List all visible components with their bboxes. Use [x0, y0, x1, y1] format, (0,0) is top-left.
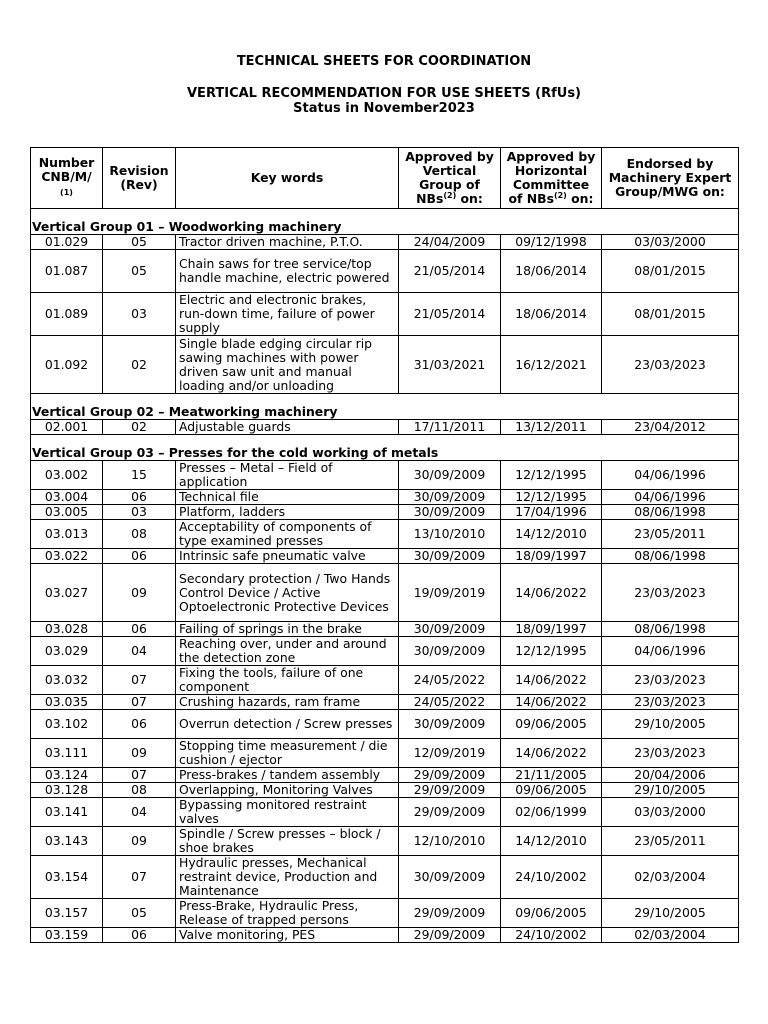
cell-vertical-date: 29/09/2009 — [399, 798, 501, 827]
cell-keywords: Hydraulic presses, Mechanical restraint device, Production and Maintenance — [176, 856, 399, 899]
cell-endorsed-date: 08/06/1998 — [602, 505, 739, 520]
cell-endorsed-date: 23/05/2011 — [602, 520, 739, 549]
table-row — [31, 899, 739, 928]
cell-revision: 07 — [103, 856, 176, 899]
cell-endorsed-date: 03/03/2000 — [602, 798, 739, 827]
cell-endorsed-date: 08/06/1998 — [602, 549, 739, 564]
cell-vertical-date: 30/09/2009 — [399, 710, 501, 739]
cell-keywords: Stopping time measurement / die cushion / ejector — [176, 739, 399, 768]
cell-keywords: Adjustable guards — [176, 420, 399, 435]
cell-keywords: Fixing the tools, failure of one component — [176, 666, 399, 695]
cell-vertical-date: 24/04/2009 — [399, 235, 501, 250]
cell-number: 03.143 — [31, 827, 103, 856]
cell-vertical-date: 29/09/2009 — [399, 768, 501, 783]
cell-keywords: Spindle / Screw presses – block / shoe brakes — [176, 827, 399, 856]
cell-endorsed-date: 04/06/1996 — [602, 637, 739, 666]
cell-number: 03.032 — [31, 666, 103, 695]
document-subtitle: VERTICAL RECOMMENDATION FOR USE SHEETS (RfUs) — [187, 86, 581, 101]
group-spacer — [31, 209, 739, 220]
cell-keywords: Electric and electronic brakes, run-down time, failure of power supply — [176, 293, 399, 336]
cell-revision: 06 — [103, 549, 176, 564]
group-title: Vertical Group 02 – Meatworking machinery — [31, 404, 739, 420]
cell-endorsed-date: 02/03/2004 — [602, 928, 739, 943]
table-row — [31, 928, 739, 943]
cell-vertical-date: 30/09/2009 — [399, 549, 501, 564]
cell-vertical-date: 24/05/2022 — [399, 666, 501, 695]
cell-vertical-date: 21/05/2014 — [399, 250, 501, 293]
cell-horizontal-date: 09/06/2005 — [501, 899, 602, 928]
cell-endorsed-date: 04/06/1996 — [602, 490, 739, 505]
cell-horizontal-date: 18/06/2014 — [501, 250, 602, 293]
cell-revision: 06 — [103, 928, 176, 943]
table-row — [31, 461, 739, 490]
cell-horizontal-date: 17/04/1996 — [501, 505, 602, 520]
cell-horizontal-date: 14/06/2022 — [501, 695, 602, 710]
cell-vertical-date: 29/09/2009 — [399, 928, 501, 943]
cell-number: 03.002 — [31, 461, 103, 490]
document-title: TECHNICAL SHEETS FOR COORDINATION — [236, 54, 532, 69]
cell-vertical-date: 12/09/2019 — [399, 739, 501, 768]
cell-number: 03.157 — [31, 899, 103, 928]
table-row — [31, 739, 739, 768]
cell-keywords: Secondary protection / Two Hands Control Device / Active Optoelectronic Protective Devices — [176, 564, 399, 622]
table-row — [31, 235, 739, 250]
cell-vertical-date: 21/05/2014 — [399, 293, 501, 336]
rfu-table — [30, 147, 739, 943]
cell-number: 03.159 — [31, 928, 103, 943]
cell-keywords: Technical file — [176, 490, 399, 505]
cell-number: 01.092 — [31, 336, 103, 394]
cell-vertical-date: 12/10/2010 — [399, 827, 501, 856]
cell-number: 03.111 — [31, 739, 103, 768]
cell-horizontal-date: 14/06/2022 — [501, 564, 602, 622]
cell-number: 03.005 — [31, 505, 103, 520]
cell-keywords: Tractor driven machine, P.T.O. — [176, 235, 399, 250]
cell-keywords: Press-brakes / tandem assembly — [176, 768, 399, 783]
group-title: Vertical Group 03 – Presses for the cold working of metals — [31, 445, 739, 461]
cell-vertical-date: 31/03/2021 — [399, 336, 501, 394]
cell-revision: 08 — [103, 783, 176, 798]
cell-keywords: Failing of springs in the brake — [176, 622, 399, 637]
cell-keywords: Presses – Metal – Field of application — [176, 461, 399, 490]
cell-horizontal-date: 02/06/1999 — [501, 798, 602, 827]
group-title: Vertical Group 01 – Woodworking machinery — [31, 219, 739, 235]
table-row — [31, 336, 739, 394]
cell-number: 03.102 — [31, 710, 103, 739]
table-row — [31, 564, 739, 622]
cell-vertical-date: 17/11/2011 — [399, 420, 501, 435]
header-endorsed: Endorsed by Machinery Expert Group/MWG on: — [602, 148, 739, 209]
cell-keywords: Intrinsic safe pneumatic valve — [176, 549, 399, 564]
table-row — [31, 549, 739, 564]
cell-endorsed-date: 02/03/2004 — [602, 856, 739, 899]
cell-endorsed-date: 23/03/2023 — [602, 666, 739, 695]
cell-number: 03.013 — [31, 520, 103, 549]
cell-endorsed-date: 23/03/2023 — [602, 564, 739, 622]
cell-number: 01.089 — [31, 293, 103, 336]
cell-number: 01.087 — [31, 250, 103, 293]
cell-number: 02.001 — [31, 420, 103, 435]
cell-keywords: Single blade edging circular rip sawing machines with power driven saw unit and manual loading and/or unloading — [176, 336, 399, 394]
cell-revision: 08 — [103, 520, 176, 549]
table-row — [31, 710, 739, 739]
cell-revision: 09 — [103, 564, 176, 622]
cell-horizontal-date: 09/06/2005 — [501, 783, 602, 798]
cell-vertical-date: 30/09/2009 — [399, 505, 501, 520]
cell-number: 01.029 — [31, 235, 103, 250]
header-row — [31, 148, 739, 209]
table-row — [31, 250, 739, 293]
cell-vertical-date: 30/09/2009 — [399, 856, 501, 899]
table-row — [31, 827, 739, 856]
cell-horizontal-date: 14/12/2010 — [501, 827, 602, 856]
cell-horizontal-date: 24/10/2002 — [501, 856, 602, 899]
cell-horizontal-date: 18/09/1997 — [501, 549, 602, 564]
cell-keywords: Chain saws for tree service/top handle machine, electric powered — [176, 250, 399, 293]
cell-number: 03.029 — [31, 637, 103, 666]
cell-revision: 05 — [103, 235, 176, 250]
cell-horizontal-date: 21/11/2005 — [501, 768, 602, 783]
cell-keywords: Reaching over, under and around the detection zone — [176, 637, 399, 666]
cell-keywords: Acceptability of components of type examined presses — [176, 520, 399, 549]
cell-number: 03.035 — [31, 695, 103, 710]
group-header-row — [31, 445, 739, 461]
cell-vertical-date: 30/09/2009 — [399, 490, 501, 505]
table-row — [31, 768, 739, 783]
cell-number: 03.004 — [31, 490, 103, 505]
cell-vertical-date: 19/09/2019 — [399, 564, 501, 622]
table-row — [31, 666, 739, 695]
header-number: Number CNB/M/ (1) — [31, 148, 103, 209]
cell-revision: 03 — [103, 505, 176, 520]
table-row — [31, 420, 739, 435]
cell-revision: 06 — [103, 710, 176, 739]
cell-vertical-date: 29/09/2009 — [399, 899, 501, 928]
status-line: Status in November2023 — [293, 101, 475, 116]
table-row — [31, 783, 739, 798]
header-horizontal-approval: Approved by Horizontal Committee of NBs$^{(2)}$ on: — [501, 148, 602, 209]
cell-number: 03.128 — [31, 783, 103, 798]
cell-horizontal-date: 12/12/1995 — [501, 490, 602, 505]
cell-revision: 02 — [103, 420, 176, 435]
cell-horizontal-date: 14/12/2010 — [501, 520, 602, 549]
table-row — [31, 622, 739, 637]
group-header-row — [31, 404, 739, 420]
cell-revision: 15 — [103, 461, 176, 490]
cell-number: 03.154 — [31, 856, 103, 899]
cell-endorsed-date: 29/10/2005 — [602, 710, 739, 739]
cell-horizontal-date: 16/12/2021 — [501, 336, 602, 394]
cell-horizontal-date: 09/12/1998 — [501, 235, 602, 250]
cell-horizontal-date: 12/12/1995 — [501, 461, 602, 490]
cell-revision: 02 — [103, 336, 176, 394]
cell-horizontal-date: 13/12/2011 — [501, 420, 602, 435]
cell-number: 03.124 — [31, 768, 103, 783]
cell-number: 03.027 — [31, 564, 103, 622]
cell-horizontal-date: 18/09/1997 — [501, 622, 602, 637]
cell-vertical-date: 13/10/2010 — [399, 520, 501, 549]
cell-keywords: Overlapping, Monitoring Valves — [176, 783, 399, 798]
cell-vertical-date: 30/09/2009 — [399, 637, 501, 666]
cell-revision: 05 — [103, 250, 176, 293]
cell-revision: 09 — [103, 827, 176, 856]
cell-keywords: Bypassing monitored restraint valves — [176, 798, 399, 827]
cell-endorsed-date: 08/01/2015 — [602, 293, 739, 336]
cell-endorsed-date: 08/01/2015 — [602, 250, 739, 293]
table-row — [31, 490, 739, 505]
cell-revision: 06 — [103, 490, 176, 505]
table-row — [31, 637, 739, 666]
cell-endorsed-date: 23/05/2011 — [602, 827, 739, 856]
cell-vertical-date: 29/09/2009 — [399, 783, 501, 798]
cell-horizontal-date: 24/10/2002 — [501, 928, 602, 943]
cell-revision: 04 — [103, 637, 176, 666]
cell-revision: 03 — [103, 293, 176, 336]
table-row — [31, 505, 739, 520]
cell-keywords: Valve monitoring, PES — [176, 928, 399, 943]
cell-number: 03.022 — [31, 549, 103, 564]
table-row — [31, 520, 739, 549]
cell-horizontal-date: 18/06/2014 — [501, 293, 602, 336]
cell-keywords: Overrun detection / Screw presses — [176, 710, 399, 739]
cell-endorsed-date: 04/06/1996 — [602, 461, 739, 490]
cell-endorsed-date: 23/03/2023 — [602, 695, 739, 710]
header-keywords: Key words — [176, 148, 399, 209]
cell-keywords: Press-Brake, Hydraulic Press, Release of trapped persons — [176, 899, 399, 928]
cell-revision: 07 — [103, 666, 176, 695]
cell-vertical-date: 30/09/2009 — [399, 461, 501, 490]
cell-revision: 09 — [103, 739, 176, 768]
cell-horizontal-date: 14/06/2022 — [501, 666, 602, 695]
group-spacer — [31, 435, 739, 446]
table-row — [31, 856, 739, 899]
cell-endorsed-date: 08/06/1998 — [602, 622, 739, 637]
cell-revision: 06 — [103, 622, 176, 637]
cell-vertical-date: 24/05/2022 — [399, 695, 501, 710]
group-spacer — [31, 394, 739, 405]
cell-horizontal-date: 14/06/2022 — [501, 739, 602, 768]
cell-endorsed-date: 03/03/2000 — [602, 235, 739, 250]
table-row — [31, 695, 739, 710]
cell-horizontal-date: 12/12/1995 — [501, 637, 602, 666]
cell-revision: 07 — [103, 695, 176, 710]
cell-number: 03.028 — [31, 622, 103, 637]
cell-horizontal-date: 09/06/2005 — [501, 710, 602, 739]
cell-endorsed-date: 29/10/2005 — [602, 899, 739, 928]
table-row — [31, 798, 739, 827]
cell-endorsed-date: 20/04/2006 — [602, 768, 739, 783]
cell-revision: 04 — [103, 798, 176, 827]
cell-endorsed-date: 23/04/2012 — [602, 420, 739, 435]
cell-endorsed-date: 23/03/2023 — [602, 739, 739, 768]
cell-keywords: Crushing hazards, ram frame — [176, 695, 399, 710]
header-vertical-approval: Approved by Vertical Group of NBs$^{(2)}$ on: — [399, 148, 501, 209]
group-header-row — [31, 219, 739, 235]
header-revision: Revision (Rev) — [103, 148, 176, 209]
table-row — [31, 293, 739, 336]
cell-endorsed-date: 23/03/2023 — [602, 336, 739, 394]
cell-revision: 07 — [103, 768, 176, 783]
cell-keywords: Platform, ladders — [176, 505, 399, 520]
cell-revision: 05 — [103, 899, 176, 928]
cell-endorsed-date: 29/10/2005 — [602, 783, 739, 798]
cell-vertical-date: 30/09/2009 — [399, 622, 501, 637]
cell-number: 03.141 — [31, 798, 103, 827]
